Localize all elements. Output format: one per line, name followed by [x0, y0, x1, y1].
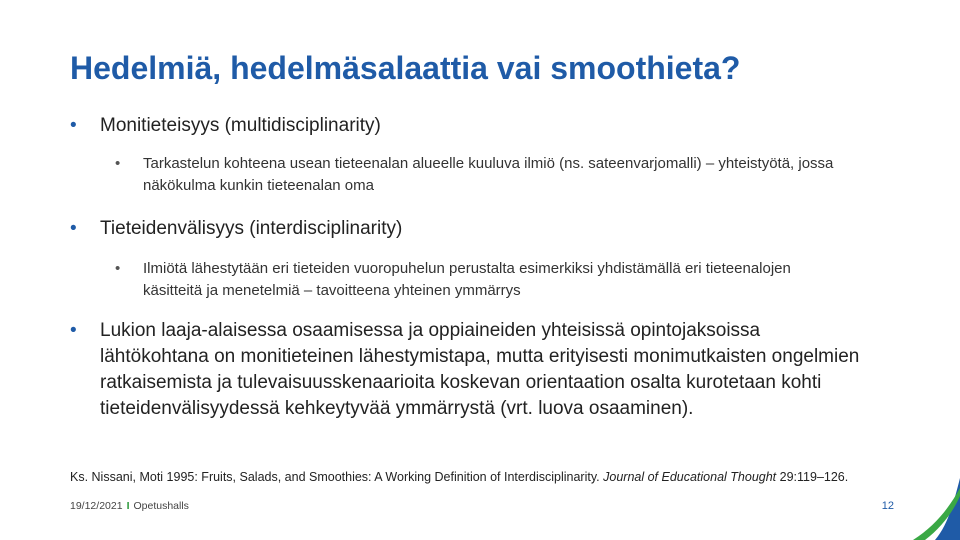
slide-title: Hedelmiä, hedelmäsalaattia vai smoothieta?	[70, 50, 741, 86]
sub-bullet-item	[115, 258, 835, 302]
organization-logo	[905, 478, 960, 540]
sub-bullet-text: Ilmiötä lähestytään eri tieteiden vuoropuhelun perustalta esimerkiksi yhdistämällä eri tieteenalojen käsitteitä ja menetelmiä – tavoitteena yhteinen ymmärrys	[143, 260, 791, 299]
bullet-marker: •	[70, 115, 77, 136]
bullet-text: Lukion laaja-alaisessa osaamisessa ja oppiaineiden yhteisissä opintojaksoissa lähtökohtana on monitieteinen lähestymistapa, mutta erityisesti monimutkaisten ongelmien ratkaisemista ja tulevaisuusskenaarioita koskevan orientaation osalta kurotetaan kohti tieteidenvälisyydessä kehkeytyvää ymmärrystä (vrt. luova osaaminen).	[100, 320, 860, 419]
citation	[70, 470, 860, 485]
bullet-text: Tieteidenvälisyys (interdisciplinarity)	[100, 218, 403, 239]
bullet-item	[70, 113, 870, 139]
citation-text: Ks. Nissani, Moti 1995: Fruits, Salads, and Smoothies: A Working Definition of Interdisciplinarity.	[70, 470, 604, 484]
footer-date: 19/12/2021	[70, 500, 123, 512]
citation-journal: Journal of Educational Thought	[603, 470, 777, 484]
citation-pages: 29:119–126.	[776, 470, 849, 484]
bullet-marker: •	[115, 155, 121, 172]
footer-separator: I	[126, 500, 130, 512]
sub-bullet-item	[115, 153, 835, 197]
footer-organization: Opetushalls	[133, 500, 189, 512]
footer	[70, 500, 189, 512]
bullet-marker: •	[70, 320, 77, 341]
page-number: 12	[881, 500, 894, 512]
bullet-marker: •	[70, 218, 77, 239]
bullet-item	[70, 318, 870, 422]
bullet-text: Monitieteisyys (multidisciplinarity)	[100, 115, 381, 136]
sub-bullet-text: Tarkastelun kohteena usean tieteenalan alueelle kuuluva ilmiö (ns. sateenvarjomalli) – yhteistyötä, jossa näkökulma kunkin tieteenalan oma	[143, 155, 834, 194]
bullet-marker: •	[115, 260, 121, 277]
bullet-item	[70, 216, 870, 242]
